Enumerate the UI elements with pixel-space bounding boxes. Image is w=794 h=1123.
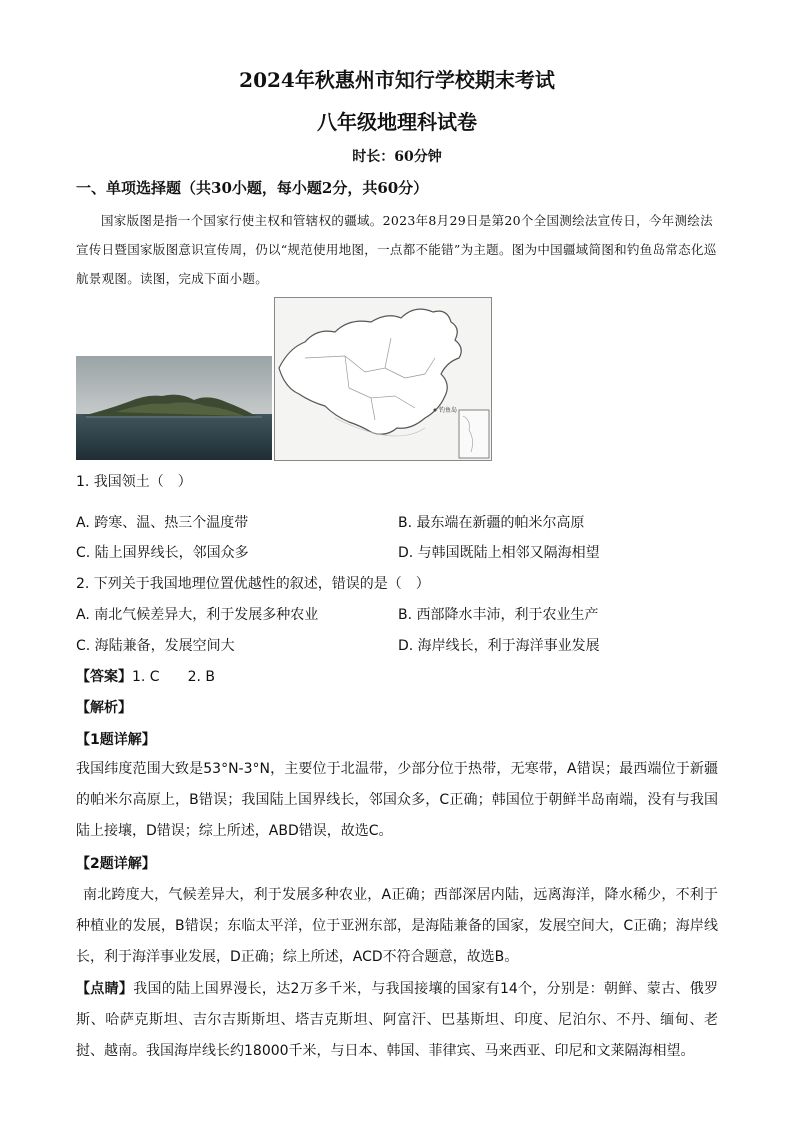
section-heading: 一、单项选择题（共30小题，每小题2分，共60分） [76, 179, 429, 197]
island-map-label: 钓鱼岛 [439, 407, 458, 414]
detail-2-tag: 【2题详解】 [76, 856, 156, 872]
q1-option-b: B. 最东端在新疆的帕米尔高原 [398, 515, 585, 531]
q1-option-c: C. 陆上国界线长，邻国众多 [76, 545, 249, 561]
exam-title: 2024年秋惠州市知行学校期末考试 [239, 68, 555, 92]
q1-option-d: D. 与韩国既陆上相邻又隔海相望 [398, 545, 600, 561]
point-paragraph [76, 974, 718, 1067]
exam-subtitle: 八年级地理科试卷 [317, 110, 477, 134]
q2-option-d: D. 海岸线长，利于海洋事业发展 [398, 638, 600, 654]
q2-option-c: C. 海陆兼备，发展空间大 [76, 638, 235, 654]
map-graphic [275, 298, 491, 460]
detail-1-tag: 【1题详解】 [76, 732, 156, 748]
south-china-sea-inset [459, 410, 489, 458]
question-1-stem: 1. 我国领土（ ） [76, 474, 192, 490]
exam-duration: 时长：60分钟 [352, 149, 442, 165]
answer-line [76, 666, 215, 686]
answer-tag: 【答案】 [76, 669, 132, 685]
q2-option-b: B. 西部降水丰沛，利于农业生产 [398, 607, 599, 623]
q1-option-a: A. 跨寒、温、热三个温度带 [76, 515, 249, 531]
answer-text: 1. C 2. B [132, 669, 215, 685]
q2-option-a: A. 南北气候差异大，利于发展多种农业 [76, 607, 319, 623]
detail-2-text: 南北跨度大，气候差异大，利于发展多种农业，A正确；西部深居内陆，远离海洋，降水稀少，不利于种植业的发展，B错误；东临太平洋，位于亚洲东部，是海陆兼备的国家，发展空间大，C正确；海岸线长，利于海洋事业发展，D正确；综上所述，ACD不符合题意，故选B。 [76, 887, 718, 965]
china-territory-map [274, 297, 492, 461]
island-photo-graphic [76, 356, 272, 460]
question-2-stem: 2. 下列关于我国地理位置优越性的叙述，错误的是（ ） [76, 576, 430, 592]
detail-1-text: 我国纬度范围大致是53°N-3°N，主要位于北温带，少部分位于热带，无寒带，A错误；最西端位于新疆的帕米尔高原上，B错误；我国陆上国界线长，邻国众多，C正确；韩国位于朝鲜半岛南端，没有与我国陆上接壤，D错误；综上所述，ABD错误，故选C。 [76, 761, 718, 839]
analysis-tag: 【解析】 [76, 700, 132, 716]
point-text: 我国的陆上国界漫长，达2万多千米，与我国接壤的国家有14个，分别是：朝鲜、蒙古、俄罗斯、哈萨克斯坦、吉尔吉斯斯坦、塔吉克斯坦、阿富汗、巴基斯坦、印度、尼泊尔、不丹、缅甸、老挝、越南。我国海岸线长约18000千米，与日本、韩国、菲律宾、马来西亚、印尼和文莱隔海相望。 [76, 981, 718, 1059]
intro-paragraph: 国家版图是指一个国家行使主权和管辖权的疆域。2023年8月29日是第20个全国测绘法宣传日，今年测绘法宣传日暨国家版图意识宣传周，仍以“规范使用地图，一点都不能错”为主题。图为中国疆域简图和钓鱼岛常态化巡航景观图。读图，完成下面小题。 [76, 213, 717, 286]
point-tag: 【点睛】 [76, 981, 134, 997]
island-photo [76, 356, 272, 460]
